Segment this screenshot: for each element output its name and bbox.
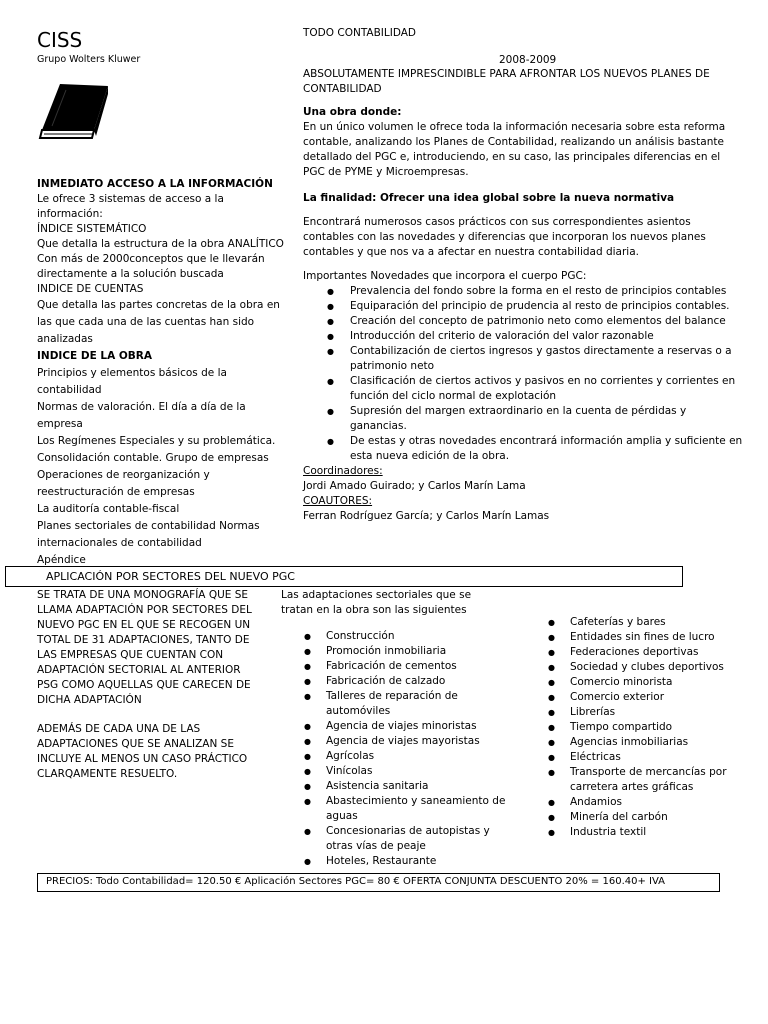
list-item: ● Introducción del criterio de valoración del valor razonable	[303, 329, 743, 344]
list-item: ● Agencias inmobiliarias	[548, 735, 743, 750]
list-item: ● Prevalencia del fondo sobre la forma en el resto de principios contables	[303, 284, 743, 299]
list-item: ● Supresión del margen extraordinario en la cuenta de pérdidas y ganancias.	[303, 404, 743, 434]
text-line: Principios y elementos básicos de la	[37, 367, 227, 379]
novedades-heading: Importantes Novedades que incorpora el cuerpo PGC:	[303, 270, 587, 282]
text-line: LAS EMPRESAS QUE CUENTAN CON	[37, 649, 224, 661]
text-line: Le ofrece 3 sistemas de acceso a la	[37, 193, 224, 205]
list-item: ● Minería del carbón	[548, 810, 743, 825]
text-line: ÍNDICE SISTEMÁTICO	[37, 223, 147, 235]
left-column	[37, 177, 287, 569]
text-line: empresa	[37, 418, 83, 430]
coordinadores-label: Coordinadores:	[303, 465, 383, 477]
text-line: ADAPTACIONES QUE SE ANALIZAN SE	[37, 738, 234, 750]
sectores-banner	[5, 566, 683, 587]
list-item: ● Vinícolas	[304, 764, 509, 779]
list-item: ● Agencia de viajes minoristas	[304, 719, 509, 734]
casos-text: Encontrará numerosos casos prácticos con sus correspondientes asientos contables con las novedades y diferencias que incorporan los nuevos planes contables y que nos va a afectar en nuestra contabilidad diaria.	[303, 216, 706, 258]
list-item: ● Entidades sin fines de lucro	[548, 630, 743, 645]
sectores-list-2	[548, 615, 743, 840]
text-line: TOTAL DE 31 ADAPTACIONES, TANTO DE	[37, 634, 250, 646]
list-item: ● Agrícolas	[304, 749, 509, 764]
document-title: TODO CONTABILIDAD	[303, 27, 417, 39]
list-item: ● Contabilización de ciertos ingresos y gastos directamente a reservas o a patrimonio neto	[303, 344, 743, 374]
list-item: ● Andamios	[548, 795, 743, 810]
list-item: ● Comercio minorista	[548, 675, 743, 690]
text-line: La auditoría contable-fiscal	[37, 503, 180, 515]
text-line: las que cada una de las cuentas han sido	[37, 316, 255, 328]
text-line: directamente a la solución buscada	[37, 268, 224, 280]
text-line: DICHA ADAPTACIÓN	[37, 694, 142, 706]
sectores-intro: Las adaptaciones sectoriales que se tratan en la obra son las siguientes	[281, 589, 472, 616]
list-item: ● Librerías	[548, 705, 743, 720]
text-line: Operaciones de reorganización y	[37, 469, 210, 481]
list-item: ● Hoteles, Restaurante	[304, 854, 509, 869]
indice-heading: INDICE DE LA OBRA	[37, 350, 153, 362]
text-line: Consolidación contable. Grupo de empresas	[37, 452, 269, 464]
coordinadores-names: Jordi Amado Guirado; y Carlos Marín Lama	[303, 480, 526, 492]
text-line: Los Regímenes Especiales y su problemática.	[37, 435, 276, 447]
coautores-names: Ferran Rodríguez García; y Carlos Marín Lamas	[303, 510, 550, 522]
brand-logo-text: CISS	[37, 28, 83, 52]
sectores-list-1	[304, 629, 509, 869]
list-item: ● Talleres de reparación de automóviles	[304, 689, 509, 719]
obra-text: En un único volumen le ofrece toda la información necesaria sobre esta reforma contable, analizando los Planes de Contabilidad, realizando un análisis bastante detallado del PGC e, introduciendo, en su caso, las principales diferencias en el PGC de PYME y Microempresas.	[303, 121, 726, 178]
text-line: Apéndice	[37, 554, 86, 566]
finalidad-text: La finalidad: Ofrecer una idea global sobre la nueva normativa	[303, 192, 675, 204]
headline: ABSOLUTAMENTE IMPRESCINDIBLE PARA AFRONTAR LOS NUEVOS PLANES DE CONTABILIDAD	[303, 68, 710, 95]
book-icon	[36, 80, 112, 144]
list-item: ● Clasificación de ciertos activos y pasivos en no corrientes y corrientes en función del ciclo normal de explotación	[303, 374, 743, 404]
text-line: Planes sectoriales de contabilidad Normas	[37, 520, 260, 532]
text-line: Que detalla las partes concretas de la obra en	[37, 299, 280, 311]
precios-text: PRECIOS: Todo Contabilidad= 120.50 € Aplicación Sectores PGC= 80 € OFERTA CONJUNTA DESCUENTO 20% = 160.40+ IVA	[46, 876, 666, 887]
list-item: ● Tiempo compartido	[548, 720, 743, 735]
brand-subtitle: Grupo Wolters Kluwer	[37, 54, 141, 65]
list-item: ● Creación del concepto de patrimonio neto como elementos del balance	[303, 314, 743, 329]
list-item: ● De estas y otras novedades encontrará información amplia y suficiente en esta nueva edición de la obra.	[303, 434, 743, 464]
list-item: ● Fabricación de calzado	[304, 674, 509, 689]
list-item: ● Equiparación del principio de prudencia al resto de principios contables.	[303, 299, 743, 314]
list-item: ● Fabricación de cementos	[304, 659, 509, 674]
text-line: LLAMA ADAPTACIÓN POR SECTORES DEL	[37, 604, 252, 616]
right-column	[303, 105, 743, 524]
list-item: ● Cafeterías y bares	[548, 615, 743, 630]
list-item: ● Comercio exterior	[548, 690, 743, 705]
acceso-heading: INMEDIATO ACCESO A LA INFORMACIÓN	[37, 178, 273, 190]
edition-year: 2008-2009	[499, 54, 557, 66]
list-item: ● Agencia de viajes mayoristas	[304, 734, 509, 749]
text-line: Que detalla la estructura de la obra ANALÍTICO	[37, 238, 284, 250]
list-item: ● Promoción inmobiliaria	[304, 644, 509, 659]
list-item: ● Concesionarias de autopistas y otras vías de peaje	[304, 824, 509, 854]
sectores-banner-title: APLICACIÓN POR SECTORES DEL NUEVO PGC	[46, 570, 295, 583]
text-line: INCLUYE AL MENOS UN CASO PRÁCTICO	[37, 753, 248, 765]
text-line: reestructuración de empresas	[37, 486, 195, 498]
list-item: ● Eléctricas	[548, 750, 743, 765]
obra-heading: Una obra donde:	[303, 106, 402, 118]
text-line: Con más de 2000conceptos que le llevarán	[37, 253, 265, 265]
text-line: INDICE DE CUENTAS	[37, 283, 144, 295]
text-line: información:	[37, 208, 103, 220]
text-line: NUEVO PGC EN EL QUE SE RECOGEN UN	[37, 619, 251, 631]
text-line: contabilidad	[37, 384, 102, 396]
list-item: ● Industria textil	[548, 825, 743, 840]
text-line: SE TRATA DE UNA MONOGRAFÍA QUE SE	[37, 589, 249, 601]
list-item: ● Construcción	[304, 629, 509, 644]
text-line: Normas de valoración. El día a día de la	[37, 401, 246, 413]
text-line: CLARQAMENTE RESUELTO.	[37, 768, 178, 780]
sectores-description	[37, 588, 282, 782]
text-line: analizadas	[37, 333, 93, 345]
text-line: ADAPTACIÓN SECTORIAL AL ANTERIOR	[37, 664, 241, 676]
list-item: ● Transporte de mercancías por carretera artes gráficas	[548, 765, 743, 795]
list-item: ● Federaciones deportivas	[548, 645, 743, 660]
text-line: ADEMÁS DE CADA UNA DE LAS	[37, 723, 201, 735]
text-line: PSG COMO AQUELLAS QUE CARECEN DE	[37, 679, 251, 691]
list-item: ● Sociedad y clubes deportivos	[548, 660, 743, 675]
text-line: internacionales de contabilidad	[37, 537, 202, 549]
precios-box	[37, 873, 720, 892]
list-item: ● Asistencia sanitaria	[304, 779, 509, 794]
coautores-label: COAUTORES:	[303, 495, 373, 507]
list-item: ● Abastecimiento y saneamiento de aguas	[304, 794, 509, 824]
novedades-list	[303, 284, 743, 464]
